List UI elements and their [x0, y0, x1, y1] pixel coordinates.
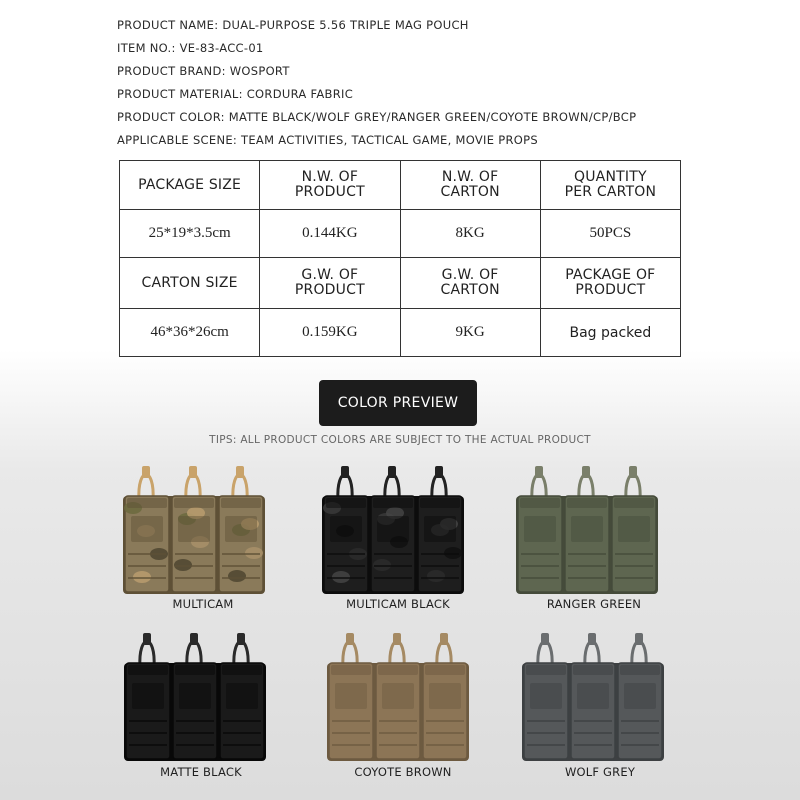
table-cell: 46*36*26cm	[120, 309, 260, 357]
mag-pocket	[418, 466, 462, 592]
table-cell: 8KG	[400, 210, 540, 258]
table-cell: 50PCS	[540, 210, 680, 258]
pouch-image-ranger-green	[512, 458, 662, 598]
color-label: WOLF GREY	[564, 765, 636, 779]
mag-pocket	[618, 633, 662, 759]
table-row	[120, 210, 681, 258]
pouch-illustration	[318, 458, 468, 598]
mag-pocket	[423, 633, 467, 759]
pouch-image-multicam	[119, 458, 269, 598]
spec-color: PRODUCT COLOR: MATTE BLACK/WOLF GREY/RANGER GREEN/COYOTE BROWN/CP/BCP	[117, 110, 637, 124]
mag-pocket	[172, 466, 216, 592]
table-header-cell: N.W. OF CARTON	[400, 161, 540, 210]
table-cell: 0.159KG	[260, 309, 400, 357]
table-cell: 0.144KG	[260, 210, 400, 258]
pouch-illustration	[518, 625, 668, 765]
spec-scene: APPLICABLE SCENE: TEAM ACTIVITIES, TACTICAL GAME, MOVIE PROPS	[117, 133, 538, 147]
mag-pocket	[612, 466, 656, 592]
mag-pocket	[565, 466, 609, 592]
color-label: MULTICAM BLACK	[346, 597, 450, 611]
mag-pocket	[323, 466, 368, 592]
mag-pocket	[329, 633, 373, 759]
color-label: RANGER GREEN	[546, 597, 642, 611]
pouch-illustration	[119, 458, 269, 598]
mag-pocket	[173, 633, 217, 759]
table-header-cell: PACKAGE SIZE	[120, 161, 260, 210]
table-cell: Bag packed	[540, 309, 680, 357]
table-cell: 25*19*3.5cm	[120, 210, 260, 258]
mag-pocket	[518, 466, 562, 592]
pouch-illustration	[120, 625, 270, 765]
color-preview-banner: COLOR PREVIEW	[319, 380, 477, 426]
table-header-cell: CARTON SIZE	[120, 258, 260, 309]
pouch-illustration	[323, 625, 473, 765]
table-row	[120, 161, 681, 210]
mag-pocket	[524, 633, 568, 759]
pouch-image-coyote-brown	[323, 625, 473, 765]
spec-brand: PRODUCT BRAND: WOSPORT	[117, 64, 290, 78]
spec-material: PRODUCT MATERIAL: CORDURA FABRIC	[117, 87, 354, 101]
color-label: MULTICAM	[172, 597, 234, 611]
color-label: MATTE BLACK	[160, 765, 242, 779]
mag-pocket	[219, 466, 263, 592]
product-specs	[117, 14, 636, 152]
pouch-illustration	[512, 458, 662, 598]
mag-pocket	[124, 466, 169, 592]
mag-pocket	[376, 633, 420, 759]
table-row	[120, 258, 681, 309]
mag-pocket	[220, 633, 264, 759]
spec-item-no: ITEM NO.: VE-83-ACC-01	[117, 41, 264, 55]
color-label: COYOTE BROWN	[354, 765, 452, 779]
table-header-cell: G.W. OF CARTON	[400, 258, 540, 309]
mag-pocket	[571, 633, 615, 759]
table-row	[120, 309, 681, 357]
table-cell: 9KG	[400, 309, 540, 357]
pouch-image-multicam-black	[318, 458, 468, 598]
spec-product-name: PRODUCT NAME: DUAL-PURPOSE 5.56 TRIPLE MAG POUCH	[117, 18, 469, 32]
pouch-image-wolf-grey	[518, 625, 668, 765]
pouch-image-matte-black	[120, 625, 270, 765]
mag-pocket	[126, 633, 170, 759]
table-header-cell: N.W. OF PRODUCT	[260, 161, 400, 210]
package-spec-table	[119, 160, 681, 357]
table-header-cell: QUANTITY PER CARTON	[540, 161, 680, 210]
tips-text: TIPS: ALL PRODUCT COLORS ARE SUBJECT TO THE ACTUAL PRODUCT	[209, 434, 591, 446]
mag-pocket	[371, 466, 415, 592]
table-header-cell: PACKAGE OF PRODUCT	[540, 258, 680, 309]
table-header-cell: G.W. OF PRODUCT	[260, 258, 400, 309]
